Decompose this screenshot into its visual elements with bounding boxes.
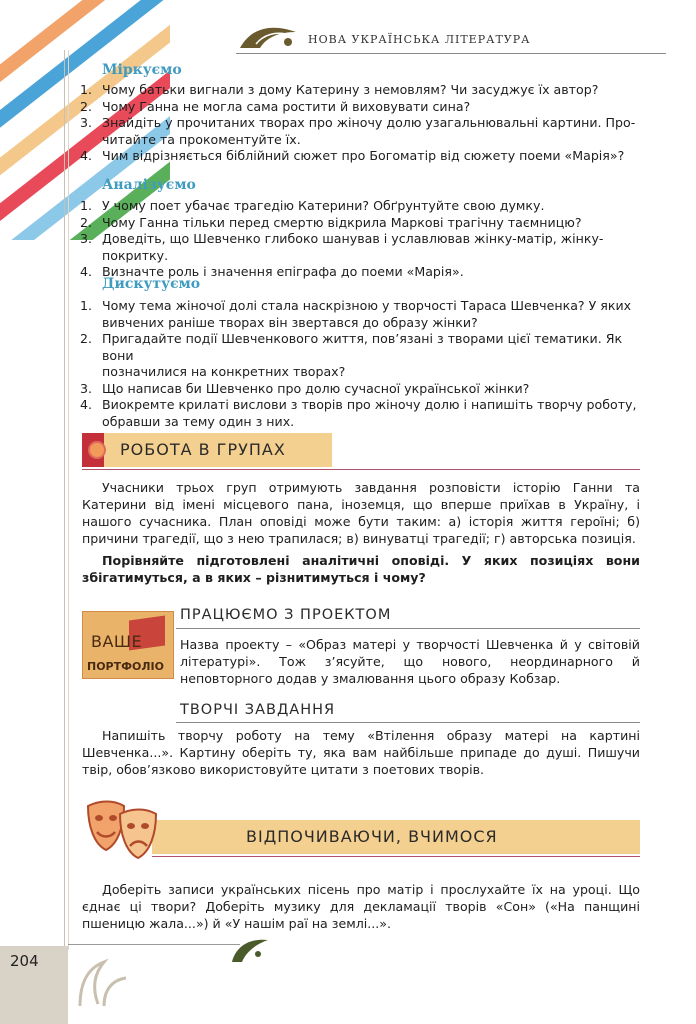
swirl-ornament-icon <box>74 952 134 1012</box>
question-item: 2. Пригадайте події Шевченкового життя, пов’язані з творами цієї тематики. Як вони позначилися на конкретних творах? <box>80 331 623 379</box>
project-title-rule <box>176 628 640 629</box>
group-work-text: Учасники трьох груп отримують завдання розповісти історію Ганни та Катерини від імені місцевого пана, іноземця, що вперше приїхав в Україну, і нашого сучасника. План оповіді може бути таким: а) історія життя героїні; б) причини трагедії, що з нею трапилася; в) винуватці трагедії; г) авторська позиція. <box>82 480 640 546</box>
running-header <box>236 30 666 54</box>
question-item: 2. Чому Ганна тільки перед смертю відкрила Маркові трагічну таємницю? <box>80 214 582 230</box>
relax-band <box>82 820 640 854</box>
question-item: 3. Що написав би Шевченко про долю сучасної української жінки? <box>80 380 530 396</box>
creative-title: ТВОРЧІ ЗАВДАННЯ <box>180 702 336 718</box>
band-underline <box>82 469 640 470</box>
page-number-box <box>0 946 68 1024</box>
header-title: НОВА УКРАЇНСЬКА ЛІТЕРАТУРА <box>308 33 531 46</box>
portfolio-badge <box>82 611 174 679</box>
left-margin-rule-inner <box>68 50 69 950</box>
theatre-masks-icon <box>84 800 160 860</box>
question-item: 1. Чому батьки вигнали з дому Катерину з немовлям? Чи засуджує їх автор? <box>80 82 599 97</box>
question-item: 4. Виокремте крилаті вислови з творів про жіночу долю і напишіть творчу роботу, обравши за тему один з них. <box>80 397 637 429</box>
header-rule <box>236 53 666 54</box>
question-item: 2. Чому Ганна не могла сама ростити й виховувати сина? <box>80 98 471 114</box>
circle-icon <box>88 441 106 459</box>
project-title: ПРАЦЮЄМО З ПРОЕКТОМ <box>180 607 392 623</box>
group-work-title: РОБОТА В ГРУПАХ <box>120 440 286 459</box>
analizuiemo-questions <box>80 198 640 281</box>
question-item: 3. Доведіть, що Шевченко глибоко шанував і уславлював жінку-матір, жінку-покритку. <box>80 231 604 263</box>
question-item: 4. Чим відрізняється біблійний сюжет про Богоматір від сюжету поеми «Марія»? <box>80 148 625 163</box>
section-title-mirkuiemo: Міркуємо <box>102 62 182 78</box>
mirkuiemo-questions <box>80 82 640 165</box>
question-item: 4. Визначте роль і значення епіграфа до поеми «Марія». <box>80 264 464 279</box>
section-title-dyskutuiemo: Дискутуємо <box>102 276 201 292</box>
leaf-ornament-icon <box>238 22 300 52</box>
page-number: 204 <box>10 952 39 970</box>
relax-text: Доберіть записи українських пісень про матір і прослухайте їх на уроці. Що єднає ці твори? Доберіть музику для декламації творів «Сон» («На панщині пшеницю жала...») й «У нашім раї на землі...». <box>82 882 640 931</box>
band-underline <box>152 856 640 857</box>
relax-title: ВІДПОЧИВАЮЧИ, ВЧИМОСЯ <box>246 827 498 846</box>
leaf-ornament-icon <box>228 934 272 964</box>
portfolio-badge-line1: ВАШЕ <box>91 632 143 651</box>
question-item: 1. Чому тема жіночої долі стала наскрізною у творчості Тараса Шевченка? У яких вивчених раніше творах він звертався до образу жінки? <box>80 298 632 330</box>
creative-text: Напишіть творчу роботу на тему «Втілення образу матері на картині Шевченка...». Картину оберіть ту, яка вам найбільше припаде до душі. Пишучи твір, обов’язково використовуйте цитати з поетових творів. <box>82 728 640 777</box>
group-work-band <box>82 433 640 467</box>
left-margin-rule <box>64 50 65 950</box>
creative-title-rule <box>176 722 640 723</box>
section-title-analizuiemo: Аналізуємо <box>102 177 196 193</box>
bottom-rule <box>68 944 240 945</box>
question-item: 1. У чому поет убачає трагедію Катерини? Обґрунтуйте свою думку. <box>80 198 545 213</box>
question-item: 3. Знайдіть у прочитаних творах про жіночу долю узагальнювальні картини. Про- читайте та прокоментуйте їх. <box>80 115 636 147</box>
dyskutuiemo-questions <box>80 298 640 430</box>
project-text: Назва проекту – «Образ матері у творчості Шевченка й у світовій літературі». Тож з’ясуйте, що нового, неординарного й неповторного додав у змалювання цього образу Кобзар. <box>180 637 640 686</box>
portfolio-badge-line2: ПОРТФОЛІО <box>87 660 164 673</box>
group-work-question: Порівняйте підготовлені аналітичні оповіді. У яких позиціях вони збігатимуться, а в яких – різнитимуться і чому? <box>82 553 640 585</box>
